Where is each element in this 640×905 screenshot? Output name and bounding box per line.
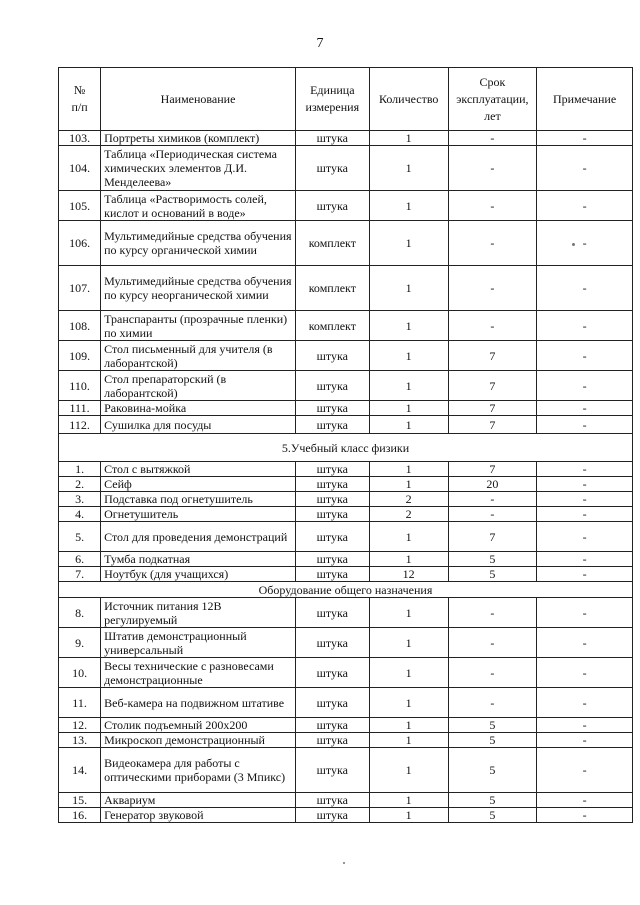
item-quantity: 1 [369,401,448,416]
item-unit: штука [295,477,369,492]
table-row [59,131,633,146]
header-service-life: Срок эксплуатации, лет [448,68,536,131]
section-title: Оборудование общего назначения [59,582,633,598]
table-row [59,688,633,718]
item-note: - [537,567,633,582]
item-name: Огнетушитель [101,507,296,522]
row-number: 106. [59,221,101,266]
item-note: - [537,748,633,793]
item-name: Таблица «Растворимость солей, кислот и оснований в воде» [101,191,296,221]
item-unit: штука [295,718,369,733]
item-quantity: 12 [369,567,448,582]
row-number: 10. [59,658,101,688]
table-row [59,462,633,477]
header-unit: Единица измерения [295,68,369,131]
item-name: Мультимедийные средства обучения по курсу неорганической химии [101,266,296,311]
row-number: 2. [59,477,101,492]
table-row [59,658,633,688]
item-service-life: - [448,221,536,266]
item-note: - [537,808,633,823]
item-note: - [537,221,633,266]
item-note: - [537,598,633,628]
item-name: Весы технические с разновесами демонстрационные [101,658,296,688]
item-unit: штука [295,658,369,688]
item-name: Портреты химиков (комплект) [101,131,296,146]
item-unit: штука [295,552,369,567]
item-name: Источник питания 12В регулируемый [101,598,296,628]
row-number: 12. [59,718,101,733]
row-number: 3. [59,492,101,507]
row-number: 9. [59,628,101,658]
item-note: - [537,477,633,492]
table-row [59,552,633,567]
scan-speck [572,243,575,246]
item-unit: штука [295,492,369,507]
item-name: Таблица «Периодическая система химических элементов Д.И. Менделеева» [101,146,296,191]
scan-speck [343,862,345,864]
item-quantity: 1 [369,371,448,401]
item-note: - [537,628,633,658]
item-service-life: 5 [448,552,536,567]
header-note: Примечание [537,68,633,131]
item-service-life: - [448,311,536,341]
item-quantity: 2 [369,507,448,522]
row-number: 6. [59,552,101,567]
item-note: - [537,718,633,733]
item-unit: штука [295,628,369,658]
item-name: Аквариум [101,793,296,808]
row-number: 1. [59,462,101,477]
item-unit: штука [295,522,369,552]
item-service-life: 5 [448,718,536,733]
item-name: Ноутбук (для учащихся) [101,567,296,582]
row-number: 16. [59,808,101,823]
item-service-life: - [448,688,536,718]
item-note: - [537,462,633,477]
item-note: - [537,266,633,311]
item-service-life: 7 [448,416,536,434]
item-unit: штука [295,371,369,401]
row-number: 105. [59,191,101,221]
table-row [59,718,633,733]
item-quantity: 1 [369,748,448,793]
item-note: - [537,416,633,434]
row-number: 11. [59,688,101,718]
item-quantity: 2 [369,492,448,507]
item-service-life: 5 [448,733,536,748]
item-quantity: 1 [369,522,448,552]
item-service-life: 7 [448,341,536,371]
item-note: - [537,371,633,401]
row-number: 109. [59,341,101,371]
item-name: Транспаранты (прозрачные пленки) по химии [101,311,296,341]
table-body [59,131,633,823]
item-unit: штука [295,462,369,477]
item-name: Стол письменный для учителя (в лаборантской) [101,341,296,371]
table-row [59,401,633,416]
item-note: - [537,492,633,507]
item-service-life: 7 [448,462,536,477]
table-row [59,598,633,628]
row-number: 13. [59,733,101,748]
item-service-life: 5 [448,808,536,823]
table-row [59,371,633,401]
item-note: - [537,733,633,748]
table-row [59,522,633,552]
item-unit: комплект [295,266,369,311]
item-note: - [537,341,633,371]
item-note: - [537,191,633,221]
table-header-row [59,68,633,131]
section-row [59,434,633,462]
item-quantity: 1 [369,477,448,492]
table-row [59,567,633,582]
table-row [59,311,633,341]
row-number: 108. [59,311,101,341]
header-name: Наименование [101,68,296,131]
item-quantity: 1 [369,793,448,808]
item-service-life: - [448,658,536,688]
item-note: - [537,688,633,718]
item-quantity: 1 [369,552,448,567]
item-service-life: - [448,598,536,628]
equipment-table [58,67,633,823]
item-unit: штука [295,793,369,808]
item-service-life: 7 [448,401,536,416]
item-quantity: 1 [369,341,448,371]
item-unit: штука [295,191,369,221]
row-number: 14. [59,748,101,793]
item-service-life: - [448,492,536,507]
item-name: Веб-камера на подвижном штативе [101,688,296,718]
item-service-life: 7 [448,522,536,552]
item-note: - [537,793,633,808]
row-number: 110. [59,371,101,401]
item-unit: штука [295,567,369,582]
item-unit: штука [295,507,369,522]
table-row [59,146,633,191]
header-number: № п/п [59,68,101,131]
table-row [59,477,633,492]
item-service-life: - [448,507,536,522]
item-quantity: 1 [369,718,448,733]
item-unit: штука [295,808,369,823]
item-unit: комплект [295,311,369,341]
row-number: 111. [59,401,101,416]
item-unit: штука [295,748,369,793]
row-number: 104. [59,146,101,191]
item-service-life: 5 [448,793,536,808]
item-note: - [537,522,633,552]
item-name: Подставка под огнетушитель [101,492,296,507]
item-note: - [537,311,633,341]
item-name: Видеокамера для работы с оптическими приборами (3 Мпикс) [101,748,296,793]
item-service-life: 20 [448,477,536,492]
item-service-life: - [448,266,536,311]
item-name: Стол для проведения демонстраций [101,522,296,552]
table-row [59,507,633,522]
table-row [59,191,633,221]
item-name: Мультимедийные средства обучения по курсу органической химии [101,221,296,266]
row-number: 112. [59,416,101,434]
table-row [59,748,633,793]
table-row [59,628,633,658]
table-row [59,416,633,434]
item-quantity: 1 [369,688,448,718]
item-name: Штатив демонстрационный универсальный [101,628,296,658]
item-unit: штука [295,401,369,416]
item-note: - [537,552,633,567]
item-unit: штука [295,341,369,371]
row-number: 107. [59,266,101,311]
item-quantity: 1 [369,416,448,434]
row-number: 8. [59,598,101,628]
item-service-life: - [448,191,536,221]
item-quantity: 1 [369,266,448,311]
item-unit: штука [295,733,369,748]
item-service-life: 5 [448,567,536,582]
row-number: 7. [59,567,101,582]
item-service-life: - [448,628,536,658]
table-row [59,793,633,808]
item-note: - [537,401,633,416]
item-quantity: 1 [369,733,448,748]
item-quantity: 1 [369,146,448,191]
item-name: Раковина-мойка [101,401,296,416]
item-note: - [537,507,633,522]
item-name: Стол препараторский (в лаборантской) [101,371,296,401]
table-row [59,492,633,507]
item-service-life: 5 [448,748,536,793]
item-unit: штука [295,688,369,718]
table-row [59,808,633,823]
item-service-life: - [448,131,536,146]
section-row [59,582,633,598]
item-name: Тумба подкатная [101,552,296,567]
item-unit: штука [295,146,369,191]
item-service-life: 7 [448,371,536,401]
item-name: Стол с вытяжкой [101,462,296,477]
item-note: - [537,658,633,688]
item-quantity: 1 [369,191,448,221]
table-row [59,341,633,371]
header-quantity: Количество [369,68,448,131]
row-number: 15. [59,793,101,808]
item-name: Сушилка для посуды [101,416,296,434]
item-service-life: - [448,146,536,191]
item-quantity: 1 [369,311,448,341]
item-unit: штука [295,598,369,628]
item-quantity: 1 [369,658,448,688]
item-quantity: 1 [369,462,448,477]
row-number: 4. [59,507,101,522]
page-number: 7 [316,36,324,51]
item-quantity: 1 [369,221,448,266]
item-name: Столик подъемный 200x200 [101,718,296,733]
item-quantity: 1 [369,628,448,658]
item-quantity: 1 [369,131,448,146]
item-name: Микроскоп демонстрационный [101,733,296,748]
item-quantity: 1 [369,598,448,628]
item-quantity: 1 [369,808,448,823]
item-name: Генератор звуковой [101,808,296,823]
item-name: Сейф [101,477,296,492]
item-unit: штука [295,131,369,146]
item-unit: комплект [295,221,369,266]
table-row [59,266,633,311]
item-unit: штука [295,416,369,434]
section-title: 5.Учебный класс физики [59,434,633,462]
row-number: 5. [59,522,101,552]
table-row [59,733,633,748]
item-note: - [537,131,633,146]
row-number: 103. [59,131,101,146]
table-row [59,221,633,266]
item-note: - [537,146,633,191]
